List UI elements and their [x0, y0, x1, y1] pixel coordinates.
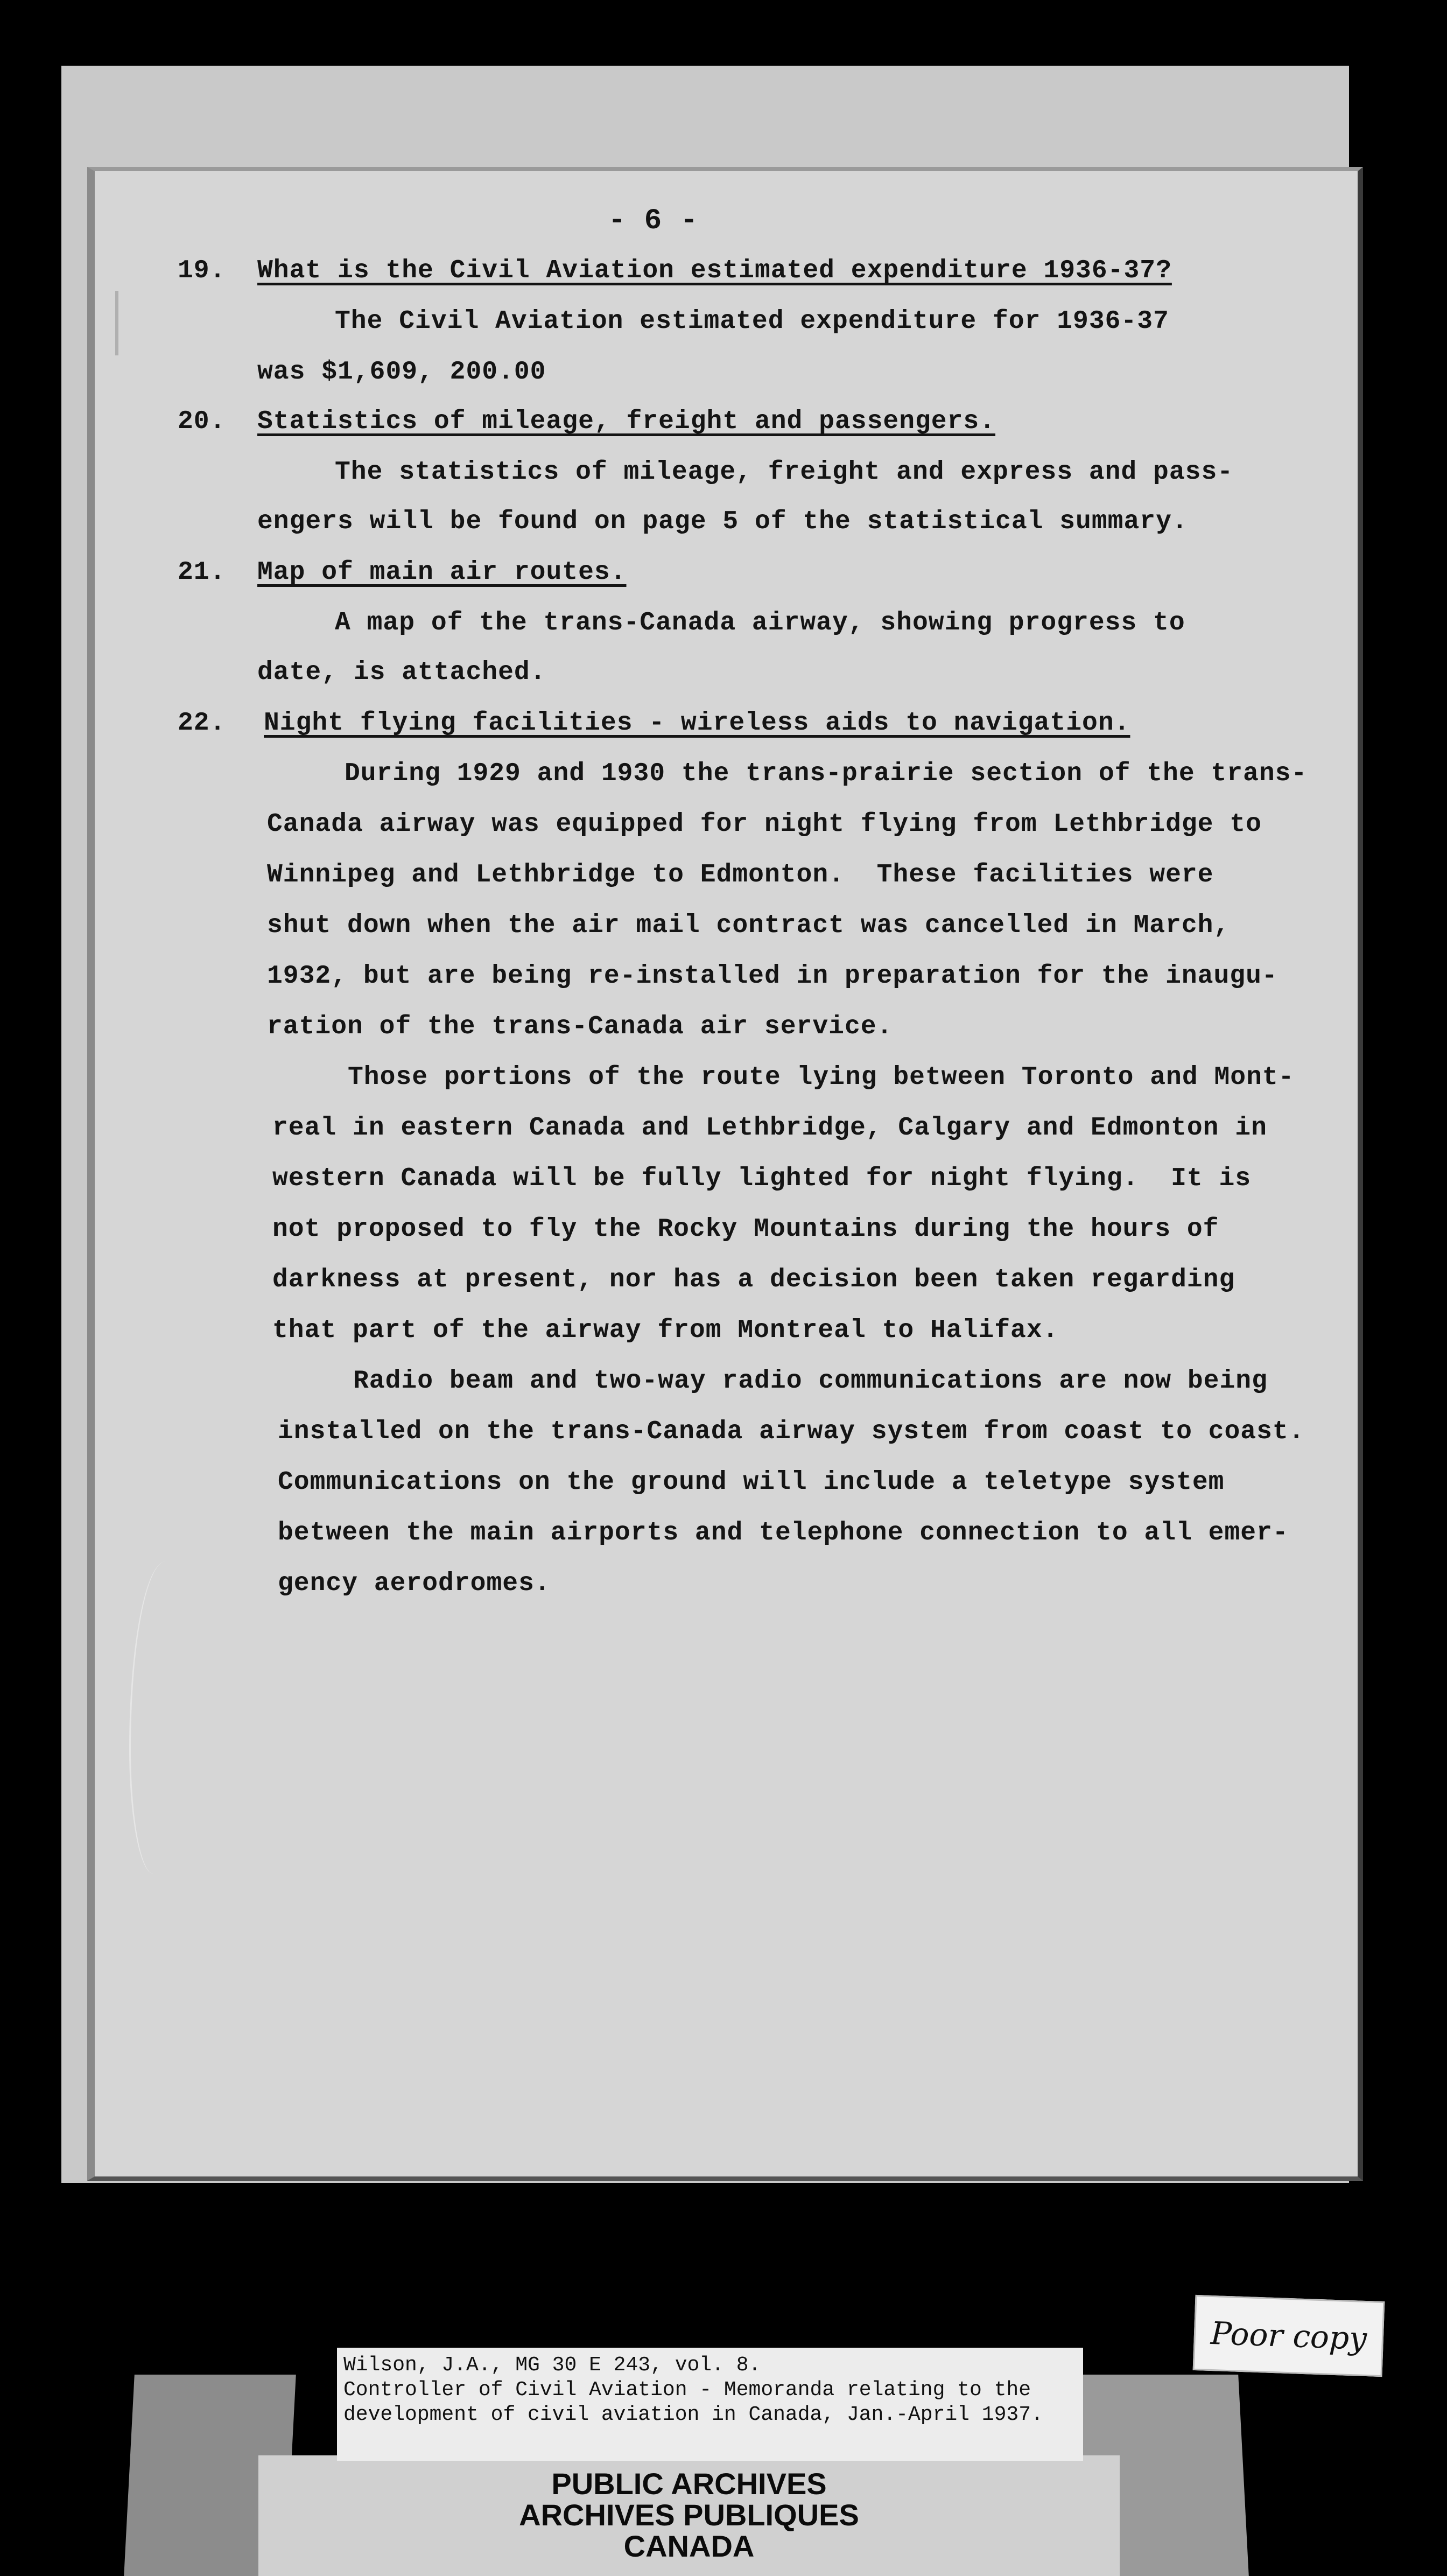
item-text-line: The Civil Aviation estimated expenditure for 1936-37: [335, 307, 1169, 336]
item-heading-19: What is the Civil Aviation estimated expenditure 1936-37?: [257, 256, 1172, 285]
item-text-line: A map of the trans-Canada airway, showing progress to: [335, 608, 1185, 638]
item-text-line: The statistics of mileage, freight and express and pass-: [335, 458, 1234, 487]
stamp-line: ARCHIVES PUBLIQUES: [519, 2498, 859, 2532]
item-text-line: not proposed to fly the Rocky Mountains during the hours of: [272, 1215, 1219, 1244]
edge-mark: [115, 291, 118, 355]
item-heading-20: Statistics of mileage, freight and passengers.: [257, 407, 996, 436]
poor-copy-label: Poor copy: [1193, 2295, 1385, 2377]
item-text-line: real in eastern Canada and Lethbridge, Calgary and Edmonton in: [272, 1114, 1267, 1143]
item-text-line: installed on the trans-Canada airway system from coast to coast.: [278, 1417, 1305, 1446]
item-number-19: 19.: [178, 256, 226, 285]
archives-stamp: [258, 2459, 1120, 2576]
item-text-line: darkness at present, nor has a decision been taken regarding: [272, 1265, 1235, 1294]
document-body: [178, 205, 1308, 1874]
item-text-line: Radio beam and two-way radio communications are now being: [353, 1367, 1268, 1396]
item-text-line: was $1,609, 200.00: [257, 358, 546, 387]
item-heading-21: Map of main air routes.: [257, 558, 627, 587]
item-text-line: date, is attached.: [257, 658, 546, 687]
item-text-line: western Canada will be fully lighted for night flying. It is: [272, 1164, 1252, 1193]
item-number-22: 22.: [178, 709, 226, 738]
item-number-20: 20.: [178, 407, 226, 436]
item-text-line: shut down when the air mail contract was cancelled in March,: [267, 911, 1230, 940]
item-text-line: engers will be found on page 5 of the statistical summary.: [257, 507, 1188, 536]
item-text-line: 1932, but are being re-installed in preparation for the inaugu-: [267, 962, 1278, 991]
citation-line: development of civil aviation in Canada, Jan.-April 1937.: [343, 2403, 1043, 2426]
citation-line: Controller of Civil Aviation - Memoranda relating to the: [343, 2378, 1031, 2402]
item-text-line: Canada airway was equipped for night flying from Lethbridge to: [267, 810, 1262, 839]
item-text-line: between the main airports and telephone connection to all emer-: [278, 1518, 1289, 1548]
stamp-line: PUBLIC ARCHIVES: [551, 2467, 827, 2501]
stamp-line: CANADA: [623, 2529, 755, 2563]
item-text-line: ration of the trans-Canada air service.: [267, 1012, 893, 1041]
item-text-line: that part of the airway from Montreal to Halifax.: [272, 1316, 1059, 1345]
item-text-line: During 1929 and 1930 the trans-prairie section of the trans-: [345, 759, 1308, 788]
item-text-line: Winnipeg and Lethbridge to Edmonton. These facilities were: [267, 860, 1214, 890]
page-number: - 6 -: [608, 205, 699, 237]
item-text-line: Communications on the ground will include a teletype system: [278, 1468, 1225, 1497]
item-text-line: Those portions of the route lying between Toronto and Mont-: [348, 1063, 1295, 1092]
citation-line: Wilson, J.A., MG 30 E 243, vol. 8.: [343, 2354, 761, 2377]
item-heading-22: Night flying facilities - wireless aids to navigation.: [264, 709, 1130, 738]
item-number-21: 21.: [178, 558, 226, 587]
item-text-line: gency aerodromes.: [278, 1569, 551, 1598]
citation-label: [337, 2348, 1083, 2461]
